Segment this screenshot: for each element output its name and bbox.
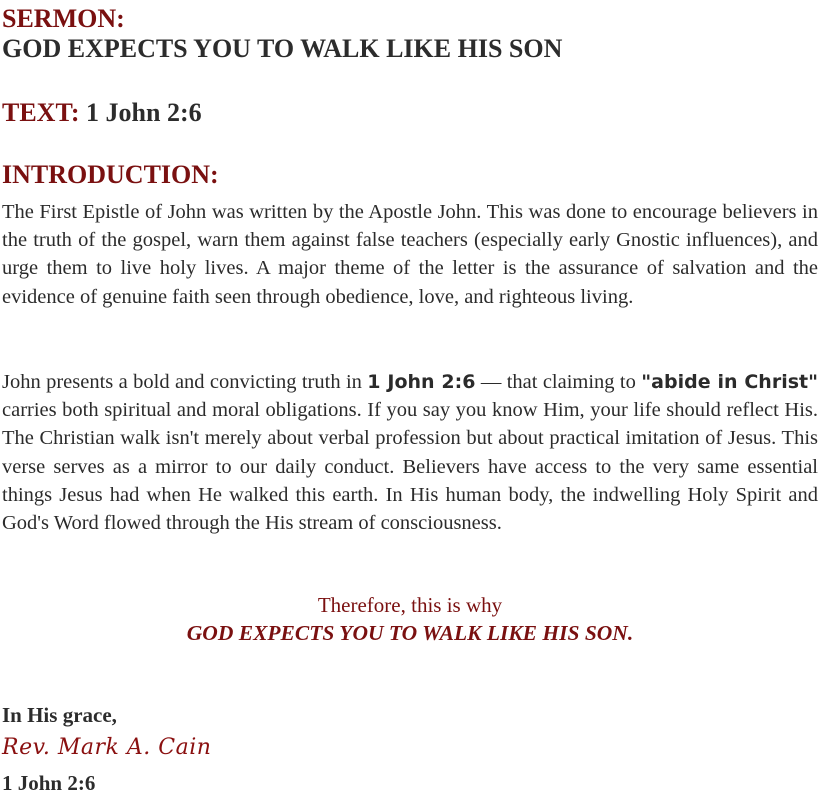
introduction-label: INTRODUCTION: bbox=[2, 160, 219, 189]
intro-paragraph-2 bbox=[2, 368, 818, 537]
sermon-title: GOD EXPECTS YOU TO WALK LIKE HIS SON bbox=[2, 34, 563, 63]
p2-quote: "abide in Christ" bbox=[641, 371, 819, 393]
signature: Rev. Mark A. Cain bbox=[2, 735, 212, 760]
p2-text-c: carries both spiritual and moral obligations. If you say you know Him, your life should reflect His. The Christian walk isn't merely about verbal profession but about practical imitation of Jesus. This verse serves as a mirror to our daily conduct. Believers have access to the very same essential things Jesus had when He walked this earth. In His human body, the indwelling Holy Spirit and God's Word flowed through the His stream of consciousness. bbox=[2, 399, 818, 535]
text-reference: 1 John 2:6 bbox=[86, 98, 202, 127]
p2-text-a: John presents a bold and convicting truth in bbox=[2, 371, 368, 393]
closing-salutation: In His grace, bbox=[2, 703, 117, 727]
p2-scripture-ref: 1 John 2:6 bbox=[367, 371, 476, 393]
conclusion-line-1: Therefore, this is why bbox=[317, 593, 503, 617]
text-heading bbox=[2, 98, 202, 128]
closing-reference: 1 John 2:6 bbox=[2, 771, 96, 795]
p2-text-b: — that claiming to bbox=[475, 371, 642, 393]
text-label: TEXT: bbox=[2, 98, 80, 127]
sermon-label: SERMON: bbox=[2, 4, 125, 33]
conclusion-line-2: GOD EXPECTS YOU TO WALK LIKE HIS SON. bbox=[186, 621, 634, 645]
intro-paragraph-1: The First Epistle of John was written by the Apostle John. This was done to encourage believers in the truth of the gospel, warn them against false teachers (especially early Gnostic influences), and urge them to live holy lives. A major theme of the letter is the assurance of salvation and the evidence of genuine faith seen through obedience, love, and righteous living. bbox=[2, 201, 818, 308]
